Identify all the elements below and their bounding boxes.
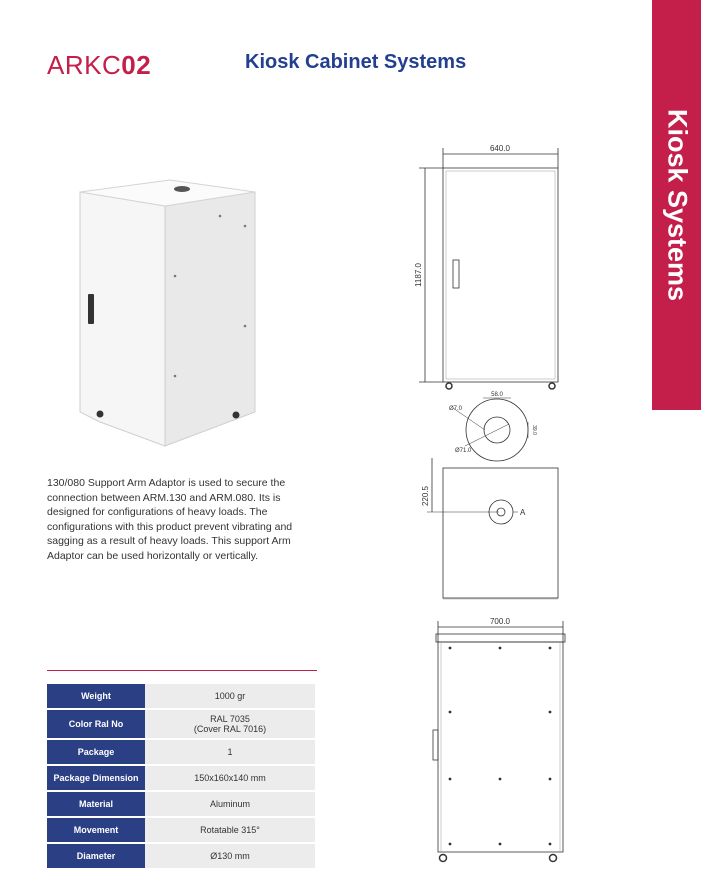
top-view-drawing bbox=[421, 458, 558, 599]
spec-label: Material bbox=[47, 792, 145, 816]
table-row bbox=[47, 818, 315, 842]
specs-table bbox=[47, 682, 315, 870]
spec-value-line: RAL 7035 bbox=[210, 714, 250, 724]
dimension-label: Ø71.0 bbox=[455, 448, 472, 454]
side-tab-label: Kiosk Systems bbox=[662, 108, 692, 302]
back-view-drawing bbox=[433, 617, 565, 862]
technical-drawings bbox=[405, 140, 580, 870]
spec-value: Ø130 mm bbox=[145, 844, 315, 868]
table-row bbox=[47, 792, 315, 816]
section-divider bbox=[47, 670, 317, 671]
dimension-label: 220.5 bbox=[421, 485, 430, 507]
product-code-number: 02 bbox=[121, 50, 152, 80]
spec-value bbox=[145, 710, 315, 738]
spec-value: 1000 gr bbox=[145, 684, 315, 708]
page-title: Kiosk Cabinet Systems bbox=[245, 51, 467, 73]
product-description: 130/080 Support Arm Adaptor is used to secure the connection between ARM.130 and ARM.080. Its is designed for configurations of heavy loads. The configurations with this product prevent vibrating and sagging as a result of heavy loads. This support Arm Adaptor can be used horizontally or vertically. bbox=[47, 477, 293, 562]
spec-value-line: (Cover RAL 7016) bbox=[193, 724, 267, 734]
dimension-label: 1187.0 bbox=[414, 263, 423, 287]
side-tab bbox=[652, 0, 701, 410]
spec-label: Weight bbox=[47, 684, 145, 708]
dimension-label: 39.0 bbox=[531, 425, 537, 435]
table-row bbox=[47, 844, 315, 868]
table-row bbox=[47, 684, 315, 708]
dimension-label: 58.0 bbox=[491, 392, 503, 398]
table-row bbox=[47, 740, 315, 764]
spec-value: Rotatable 315° bbox=[145, 818, 315, 842]
dimension-label: Ø7.0 bbox=[449, 406, 463, 412]
spec-label: Package Dimension bbox=[47, 766, 145, 790]
product-code-prefix: ARKC bbox=[47, 50, 122, 80]
spec-label: Movement bbox=[47, 818, 145, 842]
dimension-label: 700.0 bbox=[489, 617, 511, 626]
detail-label: A bbox=[520, 508, 526, 517]
spec-label: Package bbox=[47, 740, 145, 764]
front-view-drawing bbox=[414, 144, 558, 389]
cabinet-photo bbox=[70, 176, 285, 456]
hole-detail-drawing bbox=[449, 392, 537, 461]
spec-value: 150x160x140 mm bbox=[145, 766, 315, 790]
spec-label: Diameter bbox=[47, 844, 145, 868]
dimension-label: 640.0 bbox=[489, 144, 511, 153]
product-code bbox=[47, 50, 151, 81]
spec-label: Color Ral No bbox=[47, 710, 145, 738]
spec-value: 1 bbox=[145, 740, 315, 764]
spec-value: Aluminum bbox=[145, 792, 315, 816]
table-row bbox=[47, 710, 315, 738]
table-row bbox=[47, 766, 315, 790]
